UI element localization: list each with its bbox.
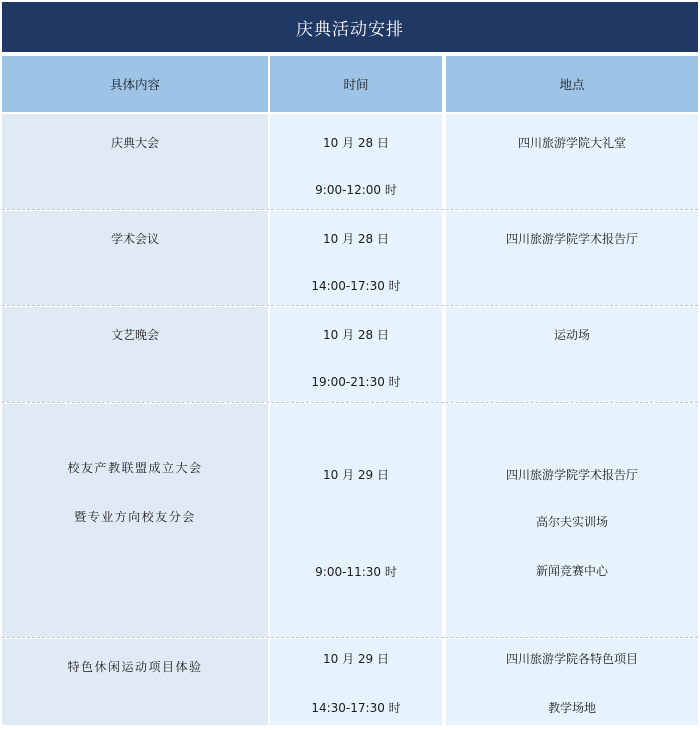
row-5-hours: 14:30-17:30 时 [311,701,401,715]
row-4-hours: 9:00-11:30 时 [315,565,397,579]
table-row-3-time [270,307,442,402]
table-row-2-location [446,211,698,305]
row-1-content-line-1: 庆典大会 [110,136,159,150]
row-4-date: 10 月 29 日 [323,468,389,482]
table-row-3-content [2,307,268,402]
table-row-5-time [270,639,442,725]
row-2-hours: 14:00-17:30 时 [311,279,401,293]
row-divider [2,637,698,638]
table-row-4-time [270,404,442,637]
row-divider [2,209,698,210]
header-content: 具体内容 [2,56,268,112]
row-2-location-line-1: 四川旅游学院学术报告厅 [505,232,638,246]
row-3-hours: 19:00-21:30 时 [311,375,401,389]
table-row-1-location [446,114,698,209]
row-divider [2,402,698,403]
row-4-location-line-2: 高尔夫实训场 [535,515,608,529]
row-4-content-line-1: 校友产教联盟成立大会 [67,461,203,475]
row-5-content-line-1: 特色休闲运动项目体验 [67,660,203,674]
table-row-5-location [446,639,698,725]
header-location: 地点 [446,56,698,112]
table-row-2-content [2,211,268,305]
row-1-location-line-1: 四川旅游学院大礼堂 [517,136,626,150]
row-4-content-line-2: 暨专业方向校友分会 [74,510,196,524]
row-1-date: 10 月 28 日 [323,136,389,150]
header-time: 时间 [270,56,442,112]
page-title: 庆典活动安排 [2,2,698,52]
table-row-5-content [2,639,268,725]
table-row-4-location [446,404,698,637]
row-5-location-line-1: 四川旅游学院各特色项目 [505,652,638,666]
table-row-1-content [2,114,268,209]
row-5-date: 10 月 29 日 [323,652,389,666]
row-2-content-line-1: 学术会议 [110,232,159,246]
table-row-1-time [270,114,442,209]
row-3-content-line-1: 文艺晚会 [110,328,159,342]
row-3-date: 10 月 28 日 [323,328,389,342]
row-5-location-line-2: 教学场地 [547,701,596,715]
row-3-location-line-1: 运动场 [553,328,590,342]
row-divider [2,305,698,306]
table-row-4-content [2,404,268,637]
table-row-2-time [270,211,442,305]
row-4-location-line-3: 新闻竞赛中心 [535,564,608,578]
row-4-location-line-1: 四川旅游学院学术报告厅 [505,468,638,482]
row-1-hours: 9:00-12:00 时 [315,183,397,197]
row-2-date: 10 月 28 日 [323,232,389,246]
table-row-3-location [446,307,698,402]
